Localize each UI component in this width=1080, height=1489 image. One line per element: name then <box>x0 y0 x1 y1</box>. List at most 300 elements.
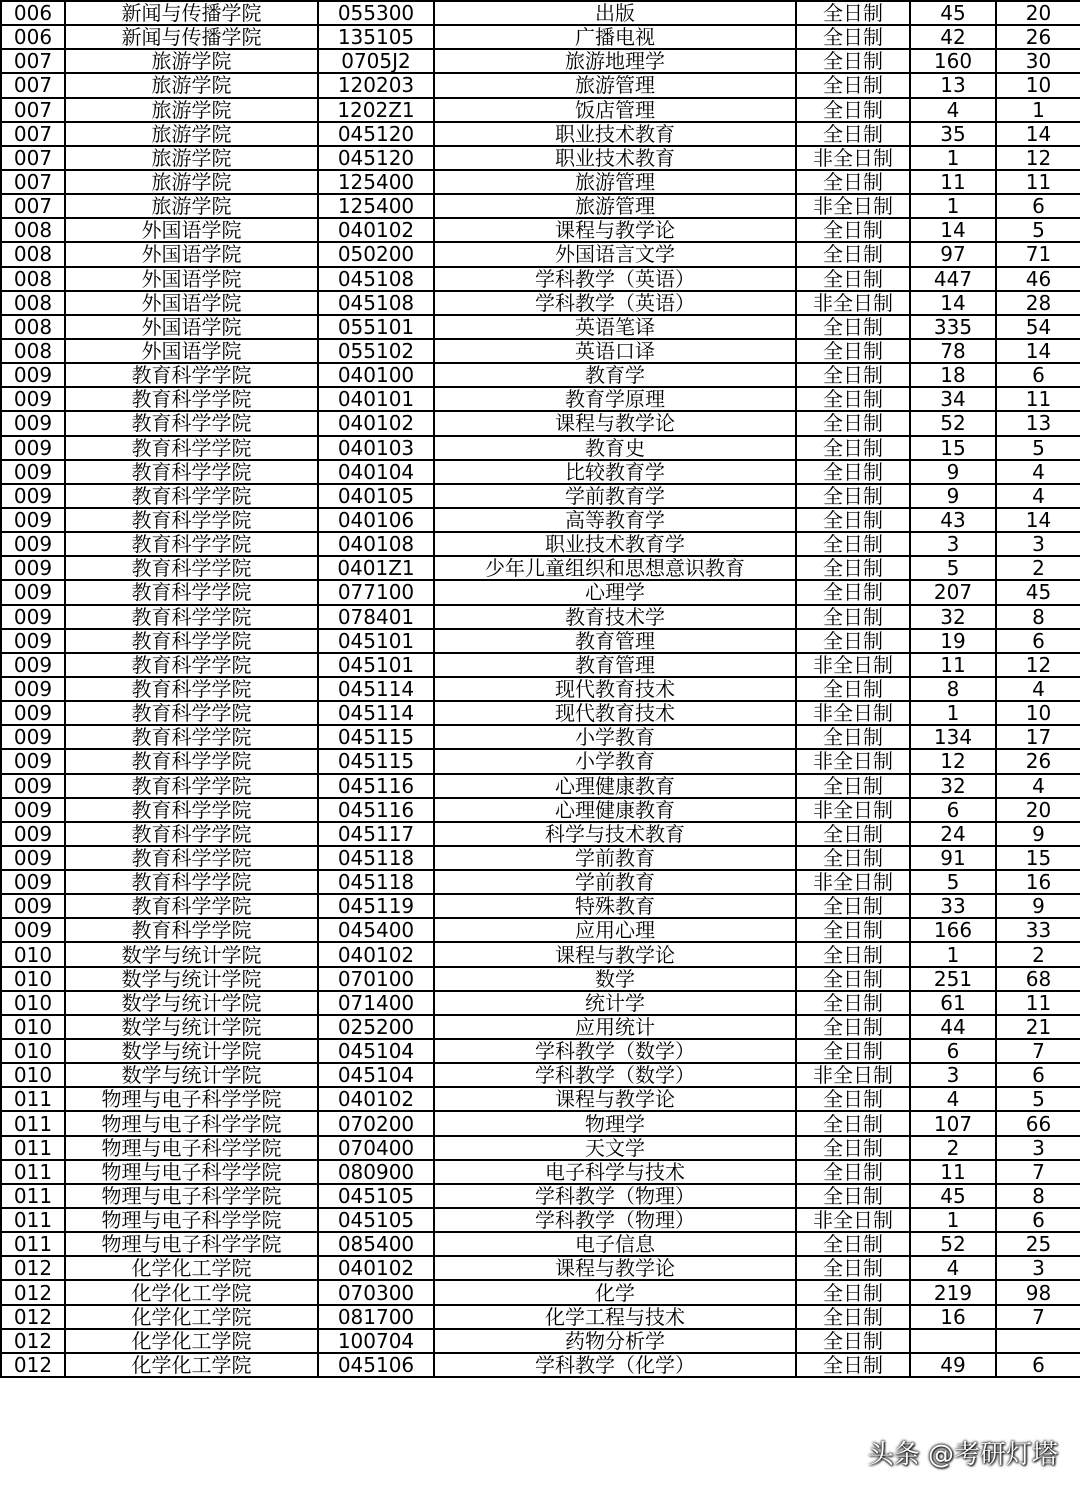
major-name-cell: 药物分析学 <box>434 1329 796 1353</box>
major-code-cell: 055101 <box>318 315 434 339</box>
applicants-cell: 251 <box>910 967 996 991</box>
dept-code-cell: 006 <box>1 1 65 25</box>
table-row <box>1 411 1080 435</box>
table-row <box>1 967 1080 991</box>
applicants-cell: 45 <box>910 1184 996 1208</box>
table-row <box>1 1353 1080 1377</box>
study-mode-cell: 全日制 <box>796 677 910 701</box>
college-name-cell: 教育科学学院 <box>65 580 318 604</box>
table-row <box>1 49 1080 73</box>
admitted-cell: 21 <box>996 1015 1080 1039</box>
study-mode-cell: 全日制 <box>796 1160 910 1184</box>
dept-code-cell: 007 <box>1 98 65 122</box>
admitted-cell: 2 <box>996 942 1080 966</box>
study-mode-cell: 全日制 <box>796 894 910 918</box>
major-code-cell: 045105 <box>318 1208 434 1232</box>
college-name-cell: 教育科学学院 <box>65 894 318 918</box>
applicants-cell: 49 <box>910 1353 996 1377</box>
college-name-cell: 数学与统计学院 <box>65 1039 318 1063</box>
major-name-cell: 外国语言文学 <box>434 242 796 266</box>
major-code-cell: 040102 <box>318 942 434 966</box>
dept-code-cell: 011 <box>1 1232 65 1256</box>
major-name-cell: 旅游管理 <box>434 170 796 194</box>
table-row <box>1 701 1080 725</box>
major-name-cell: 英语口译 <box>434 339 796 363</box>
major-name-cell: 心理健康教育 <box>434 798 796 822</box>
admitted-cell: 68 <box>996 967 1080 991</box>
table-row <box>1 315 1080 339</box>
study-mode-cell: 全日制 <box>796 846 910 870</box>
study-mode-cell: 全日制 <box>796 967 910 991</box>
study-mode-cell: 全日制 <box>796 98 910 122</box>
major-code-cell: 077100 <box>318 580 434 604</box>
applicants-cell: 6 <box>910 798 996 822</box>
study-mode-cell: 全日制 <box>796 460 910 484</box>
admitted-cell: 98 <box>996 1280 1080 1304</box>
applicants-cell: 12 <box>910 749 996 773</box>
study-mode-cell: 全日制 <box>796 1136 910 1160</box>
college-name-cell: 外国语学院 <box>65 242 318 266</box>
table-row <box>1 653 1080 677</box>
applicants-cell: 52 <box>910 411 996 435</box>
major-code-cell: 045115 <box>318 725 434 749</box>
dept-code-cell: 008 <box>1 218 65 242</box>
study-mode-cell: 全日制 <box>796 822 910 846</box>
study-mode-cell: 非全日制 <box>796 291 910 315</box>
applicants-cell: 14 <box>910 218 996 242</box>
study-mode-cell: 全日制 <box>796 339 910 363</box>
admitted-cell: 6 <box>996 194 1080 218</box>
table-row <box>1 580 1080 604</box>
admitted-cell: 3 <box>996 1256 1080 1280</box>
college-name-cell: 物理与电子科学学院 <box>65 1184 318 1208</box>
applicants-cell <box>910 1329 996 1353</box>
applicants-cell: 78 <box>910 339 996 363</box>
major-name-cell: 课程与教学论 <box>434 942 796 966</box>
college-name-cell: 数学与统计学院 <box>65 1063 318 1087</box>
applicants-cell: 91 <box>910 846 996 870</box>
table-row <box>1 1280 1080 1304</box>
college-name-cell: 教育科学学院 <box>65 918 318 942</box>
study-mode-cell: 全日制 <box>796 170 910 194</box>
admitted-cell: 7 <box>996 1305 1080 1329</box>
major-name-cell: 化学工程与技术 <box>434 1305 796 1329</box>
applicants-cell: 107 <box>910 1111 996 1135</box>
admitted-cell: 4 <box>996 774 1080 798</box>
table-row <box>1 170 1080 194</box>
study-mode-cell: 全日制 <box>796 1256 910 1280</box>
college-name-cell: 教育科学学院 <box>65 387 318 411</box>
table-row <box>1 122 1080 146</box>
dept-code-cell: 008 <box>1 242 65 266</box>
college-name-cell: 化学化工学院 <box>65 1329 318 1353</box>
college-name-cell: 教育科学学院 <box>65 411 318 435</box>
dept-code-cell: 009 <box>1 677 65 701</box>
applicants-cell: 1 <box>910 146 996 170</box>
table-row <box>1 146 1080 170</box>
college-name-cell: 新闻与传播学院 <box>65 1 318 25</box>
table-row <box>1 508 1080 532</box>
major-name-cell: 天文学 <box>434 1136 796 1160</box>
major-code-cell: 125400 <box>318 194 434 218</box>
college-name-cell: 教育科学学院 <box>65 532 318 556</box>
table-row <box>1 532 1080 556</box>
applicants-cell: 166 <box>910 918 996 942</box>
table-row <box>1 942 1080 966</box>
major-name-cell: 饭店管理 <box>434 98 796 122</box>
table-row <box>1 1039 1080 1063</box>
college-name-cell: 教育科学学院 <box>65 870 318 894</box>
dept-code-cell: 009 <box>1 846 65 870</box>
applicants-cell: 44 <box>910 1015 996 1039</box>
applicants-cell: 24 <box>910 822 996 846</box>
dept-code-cell: 007 <box>1 73 65 97</box>
table-row <box>1 218 1080 242</box>
admitted-cell: 7 <box>996 1160 1080 1184</box>
major-name-cell: 现代教育技术 <box>434 701 796 725</box>
study-mode-cell: 全日制 <box>796 725 910 749</box>
college-name-cell: 外国语学院 <box>65 315 318 339</box>
college-name-cell: 外国语学院 <box>65 339 318 363</box>
study-mode-cell: 全日制 <box>796 218 910 242</box>
study-mode-cell: 非全日制 <box>796 1063 910 1087</box>
table-row <box>1 918 1080 942</box>
dept-code-cell: 010 <box>1 991 65 1015</box>
college-name-cell: 新闻与传播学院 <box>65 25 318 49</box>
admitted-cell: 8 <box>996 1184 1080 1208</box>
college-name-cell: 外国语学院 <box>65 267 318 291</box>
major-name-cell: 教育技术学 <box>434 605 796 629</box>
major-name-cell: 电子科学与技术 <box>434 1160 796 1184</box>
table-row <box>1 774 1080 798</box>
major-code-cell: 045108 <box>318 267 434 291</box>
major-code-cell: 045114 <box>318 701 434 725</box>
study-mode-cell: 全日制 <box>796 411 910 435</box>
admitted-cell: 25 <box>996 1232 1080 1256</box>
dept-code-cell: 012 <box>1 1305 65 1329</box>
dept-code-cell: 012 <box>1 1256 65 1280</box>
college-name-cell: 教育科学学院 <box>65 798 318 822</box>
major-code-cell: 045120 <box>318 146 434 170</box>
major-code-cell: 040102 <box>318 218 434 242</box>
dept-code-cell: 009 <box>1 411 65 435</box>
study-mode-cell: 全日制 <box>796 942 910 966</box>
major-name-cell: 学前教育学 <box>434 484 796 508</box>
study-mode-cell: 全日制 <box>796 484 910 508</box>
dept-code-cell: 009 <box>1 532 65 556</box>
college-name-cell: 教育科学学院 <box>65 436 318 460</box>
admitted-cell: 9 <box>996 822 1080 846</box>
dept-code-cell: 012 <box>1 1329 65 1353</box>
admitted-cell: 14 <box>996 122 1080 146</box>
applicants-cell: 4 <box>910 1087 996 1111</box>
study-mode-cell: 全日制 <box>796 629 910 653</box>
admitted-cell: 9 <box>996 894 1080 918</box>
applicants-cell: 61 <box>910 991 996 1015</box>
major-code-cell: 1202Z1 <box>318 98 434 122</box>
table-row <box>1 894 1080 918</box>
major-name-cell: 职业技术教育学 <box>434 532 796 556</box>
major-name-cell: 旅游管理 <box>434 194 796 218</box>
admitted-cell: 45 <box>996 580 1080 604</box>
applicants-cell: 8 <box>910 677 996 701</box>
major-name-cell: 物理学 <box>434 1111 796 1135</box>
major-name-cell: 学科教学（英语） <box>434 291 796 315</box>
dept-code-cell: 007 <box>1 146 65 170</box>
applicants-cell: 52 <box>910 1232 996 1256</box>
major-name-cell: 英语笔译 <box>434 315 796 339</box>
admitted-cell: 2 <box>996 556 1080 580</box>
applicants-cell: 1 <box>910 701 996 725</box>
major-code-cell: 040105 <box>318 484 434 508</box>
table-row <box>1 991 1080 1015</box>
admitted-cell: 12 <box>996 653 1080 677</box>
study-mode-cell: 全日制 <box>796 580 910 604</box>
applicants-cell: 134 <box>910 725 996 749</box>
major-code-cell: 045114 <box>318 677 434 701</box>
table-row <box>1 436 1080 460</box>
major-code-cell: 070200 <box>318 1111 434 1135</box>
admitted-cell <box>996 1329 1080 1353</box>
applicants-cell: 32 <box>910 605 996 629</box>
major-name-cell: 教育学 <box>434 363 796 387</box>
study-mode-cell: 全日制 <box>796 1280 910 1304</box>
major-code-cell: 040100 <box>318 363 434 387</box>
dept-code-cell: 008 <box>1 267 65 291</box>
major-code-cell: 070400 <box>318 1136 434 1160</box>
study-mode-cell: 非全日制 <box>796 146 910 170</box>
table-row <box>1 73 1080 97</box>
college-name-cell: 化学化工学院 <box>65 1353 318 1377</box>
major-code-cell: 045118 <box>318 870 434 894</box>
applicants-cell: 5 <box>910 870 996 894</box>
college-name-cell: 物理与电子科学学院 <box>65 1232 318 1256</box>
major-name-cell: 教育学原理 <box>434 387 796 411</box>
college-name-cell: 化学化工学院 <box>65 1256 318 1280</box>
study-mode-cell: 全日制 <box>796 605 910 629</box>
table-row <box>1 363 1080 387</box>
admitted-cell: 6 <box>996 1063 1080 1087</box>
study-mode-cell: 全日制 <box>796 774 910 798</box>
table-row <box>1 822 1080 846</box>
applicants-cell: 35 <box>910 122 996 146</box>
table-row <box>1 98 1080 122</box>
study-mode-cell: 全日制 <box>796 242 910 266</box>
major-name-cell: 教育史 <box>434 436 796 460</box>
table-row <box>1 1160 1080 1184</box>
major-code-cell: 100704 <box>318 1329 434 1353</box>
major-name-cell: 学科教学（英语） <box>434 267 796 291</box>
major-name-cell: 教育管理 <box>434 629 796 653</box>
admitted-cell: 10 <box>996 701 1080 725</box>
applicants-cell: 32 <box>910 774 996 798</box>
major-code-cell: 040102 <box>318 1256 434 1280</box>
study-mode-cell: 全日制 <box>796 363 910 387</box>
major-name-cell: 应用心理 <box>434 918 796 942</box>
dept-code-cell: 009 <box>1 387 65 411</box>
major-code-cell: 081700 <box>318 1305 434 1329</box>
major-name-cell: 心理学 <box>434 580 796 604</box>
major-code-cell: 045106 <box>318 1353 434 1377</box>
admitted-cell: 6 <box>996 363 1080 387</box>
admitted-cell: 11 <box>996 387 1080 411</box>
dept-code-cell: 010 <box>1 1063 65 1087</box>
study-mode-cell: 全日制 <box>796 1111 910 1135</box>
study-mode-cell: 非全日制 <box>796 653 910 677</box>
major-name-cell: 学科教学（物理） <box>434 1208 796 1232</box>
dept-code-cell: 009 <box>1 605 65 629</box>
applicants-cell: 11 <box>910 653 996 677</box>
applicants-cell: 97 <box>910 242 996 266</box>
admitted-cell: 6 <box>996 629 1080 653</box>
college-name-cell: 数学与统计学院 <box>65 991 318 1015</box>
major-name-cell: 小学教育 <box>434 725 796 749</box>
admitted-cell: 15 <box>996 846 1080 870</box>
applicants-cell: 33 <box>910 894 996 918</box>
college-name-cell: 教育科学学院 <box>65 846 318 870</box>
major-name-cell: 出版 <box>434 1 796 25</box>
applicants-cell: 9 <box>910 460 996 484</box>
admitted-cell: 17 <box>996 725 1080 749</box>
dept-code-cell: 011 <box>1 1160 65 1184</box>
admitted-cell: 4 <box>996 677 1080 701</box>
dept-code-cell: 011 <box>1 1136 65 1160</box>
applicants-cell: 447 <box>910 267 996 291</box>
major-code-cell: 045104 <box>318 1063 434 1087</box>
admitted-cell: 4 <box>996 460 1080 484</box>
admitted-cell: 30 <box>996 49 1080 73</box>
dept-code-cell: 009 <box>1 822 65 846</box>
dept-code-cell: 009 <box>1 484 65 508</box>
admitted-cell: 20 <box>996 1 1080 25</box>
dept-code-cell: 010 <box>1 1015 65 1039</box>
table-row <box>1 798 1080 822</box>
admitted-cell: 4 <box>996 484 1080 508</box>
college-name-cell: 教育科学学院 <box>65 677 318 701</box>
admitted-cell: 5 <box>996 1087 1080 1111</box>
major-name-cell: 心理健康教育 <box>434 774 796 798</box>
college-name-cell: 教育科学学院 <box>65 556 318 580</box>
dept-code-cell: 009 <box>1 774 65 798</box>
college-name-cell: 化学化工学院 <box>65 1305 318 1329</box>
applicants-cell: 1 <box>910 1208 996 1232</box>
dept-code-cell: 008 <box>1 339 65 363</box>
admitted-cell: 12 <box>996 146 1080 170</box>
major-code-cell: 0705J2 <box>318 49 434 73</box>
college-name-cell: 教育科学学院 <box>65 749 318 773</box>
college-name-cell: 旅游学院 <box>65 73 318 97</box>
table-row <box>1 556 1080 580</box>
college-name-cell: 旅游学院 <box>65 49 318 73</box>
major-code-cell: 070100 <box>318 967 434 991</box>
major-name-cell: 教育管理 <box>434 653 796 677</box>
major-code-cell: 045120 <box>318 122 434 146</box>
admitted-cell: 26 <box>996 25 1080 49</box>
study-mode-cell: 全日制 <box>796 122 910 146</box>
table-row <box>1 1184 1080 1208</box>
applicants-cell: 13 <box>910 73 996 97</box>
dept-code-cell: 007 <box>1 194 65 218</box>
study-mode-cell: 全日制 <box>796 387 910 411</box>
applicants-cell: 160 <box>910 49 996 73</box>
major-code-cell: 040106 <box>318 508 434 532</box>
major-code-cell: 071400 <box>318 991 434 1015</box>
study-mode-cell: 非全日制 <box>796 701 910 725</box>
study-mode-cell: 全日制 <box>796 1184 910 1208</box>
college-name-cell: 教育科学学院 <box>65 653 318 677</box>
study-mode-cell: 全日制 <box>796 556 910 580</box>
table-row <box>1 339 1080 363</box>
major-name-cell: 少年儿童组织和思想意识教育 <box>434 556 796 580</box>
applicants-cell: 14 <box>910 291 996 315</box>
major-name-cell: 课程与教学论 <box>434 1256 796 1280</box>
table-row <box>1 1063 1080 1087</box>
major-name-cell: 职业技术教育 <box>434 146 796 170</box>
applicants-cell: 335 <box>910 315 996 339</box>
dept-code-cell: 009 <box>1 918 65 942</box>
study-mode-cell: 全日制 <box>796 436 910 460</box>
study-mode-cell: 全日制 <box>796 73 910 97</box>
dept-code-cell: 009 <box>1 580 65 604</box>
applicants-cell: 34 <box>910 387 996 411</box>
table-row <box>1 605 1080 629</box>
major-code-cell: 045116 <box>318 774 434 798</box>
major-name-cell: 化学 <box>434 1280 796 1304</box>
applicants-cell: 5 <box>910 556 996 580</box>
dept-code-cell: 009 <box>1 653 65 677</box>
dept-code-cell: 009 <box>1 725 65 749</box>
major-code-cell: 120203 <box>318 73 434 97</box>
study-mode-cell: 全日制 <box>796 1329 910 1353</box>
table-row <box>1 194 1080 218</box>
admitted-cell: 5 <box>996 436 1080 460</box>
major-code-cell: 040102 <box>318 1087 434 1111</box>
applicants-cell: 11 <box>910 1160 996 1184</box>
table-row <box>1 1087 1080 1111</box>
table-row <box>1 1256 1080 1280</box>
table-row <box>1 1305 1080 1329</box>
major-name-cell: 职业技术教育 <box>434 122 796 146</box>
major-name-cell: 小学教育 <box>434 749 796 773</box>
applicants-cell: 18 <box>910 363 996 387</box>
admitted-cell: 28 <box>996 291 1080 315</box>
major-code-cell: 045101 <box>318 653 434 677</box>
major-name-cell: 学科教学（化学） <box>434 1353 796 1377</box>
major-name-cell: 旅游管理 <box>434 73 796 97</box>
major-code-cell: 040103 <box>318 436 434 460</box>
dept-code-cell: 010 <box>1 942 65 966</box>
dept-code-cell: 009 <box>1 508 65 532</box>
college-name-cell: 外国语学院 <box>65 218 318 242</box>
study-mode-cell: 全日制 <box>796 532 910 556</box>
dept-code-cell: 009 <box>1 556 65 580</box>
major-code-cell: 040102 <box>318 411 434 435</box>
applicants-cell: 19 <box>910 629 996 653</box>
applicants-cell: 42 <box>910 25 996 49</box>
major-code-cell: 085400 <box>318 1232 434 1256</box>
college-name-cell: 教育科学学院 <box>65 629 318 653</box>
table-row <box>1 1111 1080 1135</box>
college-name-cell: 物理与电子科学学院 <box>65 1087 318 1111</box>
table-row <box>1 1 1080 25</box>
major-code-cell: 070300 <box>318 1280 434 1304</box>
applicants-cell: 4 <box>910 98 996 122</box>
major-name-cell: 学科教学（数学） <box>434 1063 796 1087</box>
applicants-cell: 4 <box>910 1256 996 1280</box>
applicants-cell: 219 <box>910 1280 996 1304</box>
dept-code-cell: 009 <box>1 363 65 387</box>
major-name-cell: 学前教育 <box>434 846 796 870</box>
